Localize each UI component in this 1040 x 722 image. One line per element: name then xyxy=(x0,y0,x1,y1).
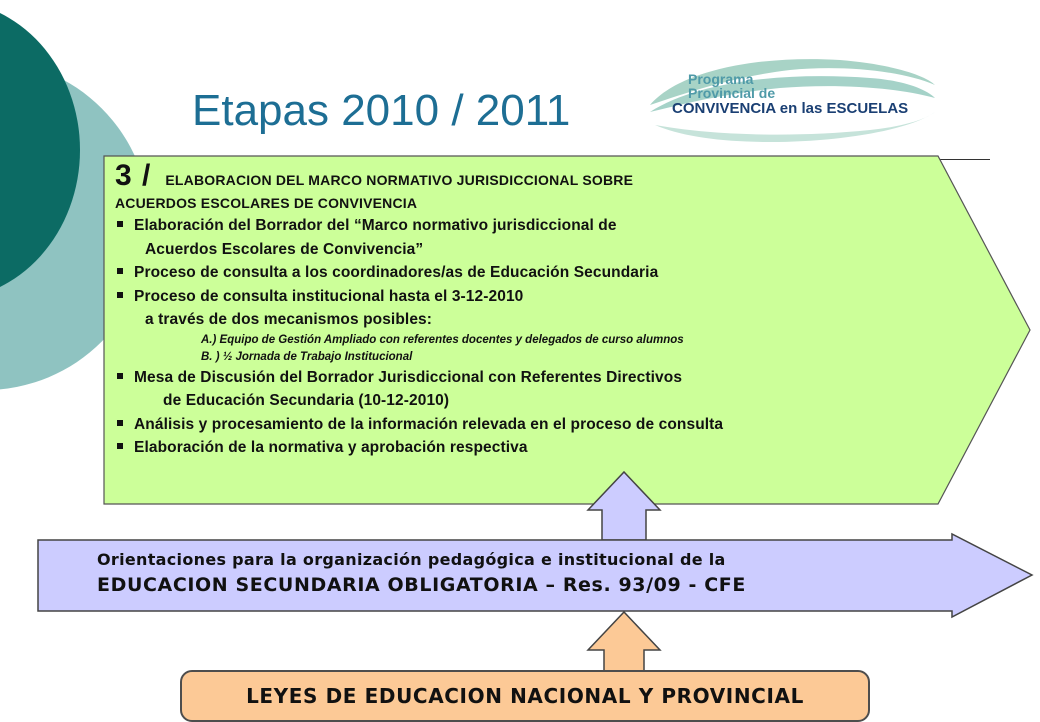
list-item xyxy=(115,366,955,390)
list-item-text: Elaboración del Borrador del “Marco normativo jurisdiccional de xyxy=(134,217,617,234)
bullet-square-icon xyxy=(117,443,123,449)
list-item xyxy=(115,285,955,309)
stage-heading xyxy=(115,160,955,192)
sub-item: A.) Equipo de Gestión Ampliado con referentes docentes y delegados de curso alumnos xyxy=(201,333,684,346)
list-item-text: Mesa de Discusión del Borrador Jurisdiccional con Referentes Directivos xyxy=(134,368,683,386)
list-item-continuation: a través de dos mecanismos posibles: xyxy=(145,311,433,328)
stage-number: 3 / xyxy=(115,159,152,192)
list-item xyxy=(115,413,955,437)
bullet-square-icon xyxy=(117,420,123,426)
orientaciones-text xyxy=(97,548,746,598)
page-title: Etapas 2010 / 2011 xyxy=(192,86,571,135)
stage-heading-line1: ELABORACION DEL MARCO NORMATIVO JURISDICCIONAL SOBRE xyxy=(165,172,634,188)
stage-content xyxy=(115,160,955,460)
list-item-text: Elaboración de la normativa y aprobación respectiva xyxy=(134,439,528,456)
bullet-square-icon xyxy=(117,373,123,379)
bullet-square-icon xyxy=(117,221,123,227)
up-arrow-orange xyxy=(588,612,660,672)
list-item-text: Proceso de consulta a los coordinadores/as de Educación Secundaria xyxy=(134,264,659,281)
stage-heading-line2: ACUERDOS ESCOLARES DE CONVIVENCIA xyxy=(115,195,418,211)
logo-text-convivencia: CONVIVENCIA en las ESCUELAS xyxy=(672,100,909,117)
list-item xyxy=(115,436,955,460)
sub-item: B. ) ½ Jornada de Trabajo Institucional xyxy=(201,350,413,363)
list-item-text: Análisis y procesamiento de la información relevada en el proceso de consulta xyxy=(134,415,724,433)
logo-text-provincial: Provincial de xyxy=(688,85,776,101)
list-item xyxy=(115,261,955,285)
bullet-square-icon xyxy=(117,292,123,298)
orientaciones-line2: EDUCACION SECUNDARIA OBLIGATORIA – Res. 93/09 - CFE xyxy=(97,574,746,596)
list-item-continuation: Acuerdos Escolares de Convivencia” xyxy=(145,240,424,258)
list-item-text: Proceso de consulta institucional hasta el 3-12-2010 xyxy=(134,287,524,305)
list-item xyxy=(115,214,955,238)
leyes-box xyxy=(180,670,870,722)
leyes-label: LEYES DE EDUCACION NACIONAL Y PROVINCIAL xyxy=(246,684,804,708)
logo-text-programa: Programa xyxy=(688,71,754,87)
orientaciones-line1: Orientaciones para la organización pedagógica e institucional de la xyxy=(97,550,726,569)
list-item-continuation: de Educación Secundaria (10-12-2010) xyxy=(163,392,450,409)
bullet-square-icon xyxy=(117,268,123,274)
